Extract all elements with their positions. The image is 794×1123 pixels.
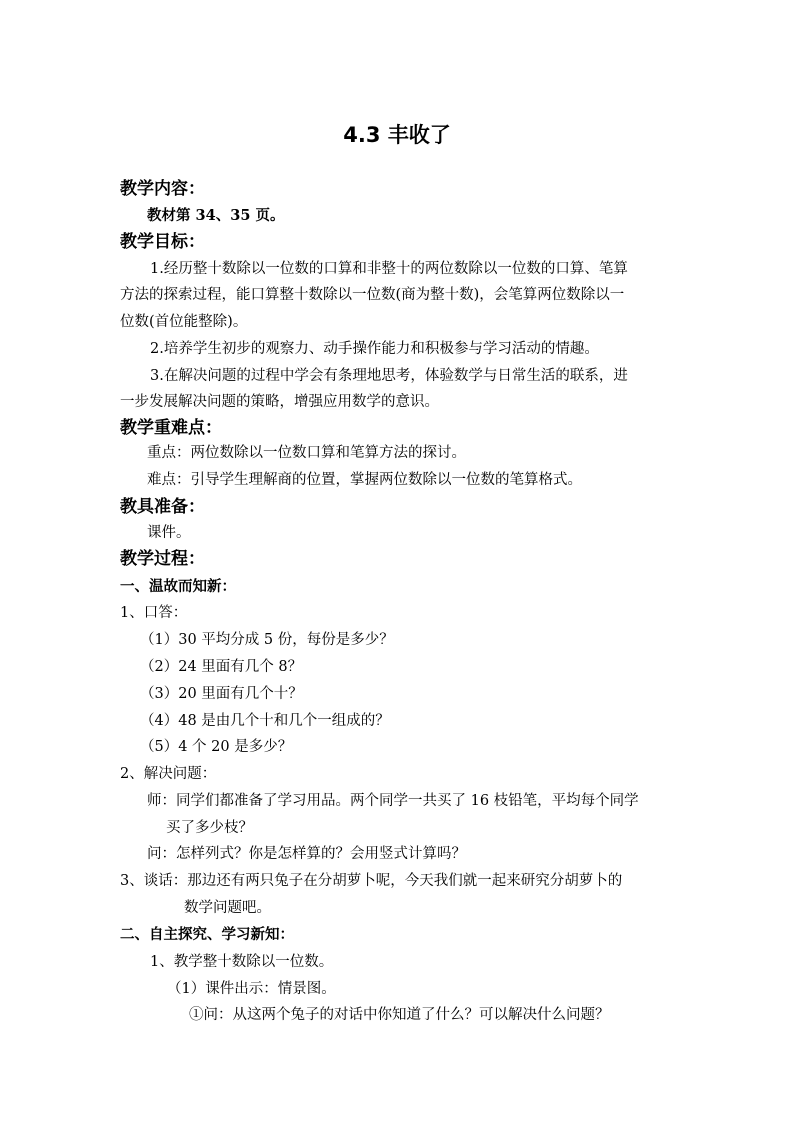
courseware-line: （1）课件出示：情景图。 (167, 981, 336, 997)
oral-label: 1、口答： (120, 605, 188, 621)
question-3: （3）20 里面有几个十？ (140, 686, 303, 702)
difficulty: 难点：引导学生理解商的位置，掌握两位数除以一位数的笔算格式。 (147, 472, 582, 488)
goal-3-line-2: 一步发展解决问题的策略，增强应用数学的意识。 (120, 394, 439, 410)
goal-1-line-1: 1.经历整十数除以一位数的口算和非整十的两位数除以一位数的口算、笔算 (150, 261, 628, 277)
tools-heading: 教具准备： (120, 497, 205, 517)
teacher-line-2: 买了多少枝？ (166, 820, 253, 836)
solve-label: 2、解决问题： (120, 766, 217, 782)
goal-1-line-2: 方法的探索过程，能口算整十数除以一位数(商为整十数)，会笔算两位数除以一 (120, 287, 625, 303)
ask-line: 问：怎样列式？你是怎样算的？会用竖式计算吗？ (147, 846, 466, 862)
page-title: 4.3 丰收了 (343, 123, 451, 147)
content-text: 教材第 34、35 页。 (147, 207, 285, 224)
talk-line-1: 3、谈话：那边还有两只兔子在分胡萝卜呢，今天我们就一起来研究分胡萝卜的 (120, 873, 623, 889)
goals-heading: 教学目标： (120, 232, 205, 252)
keypoint: 重点：两位数除以一位数口算和笔算方法的探讨。 (147, 445, 466, 461)
goal-1-line-3: 位数(首位能整除)。 (120, 314, 248, 330)
question-line: ①问：从这两个兔子的对话中你知道了什么？可以解决什么问题？ (189, 1007, 610, 1023)
section-2-heading: 二、自主探究、学习新知： (120, 926, 294, 943)
content-heading: 教学内容： (120, 179, 205, 199)
question-4: （4）48 是由几个十和几个一组成的？ (140, 713, 390, 729)
section-1-heading: 一、温故而知新： (120, 578, 236, 595)
keypoints-heading: 教学重难点： (120, 418, 222, 438)
talk-line-2: 数学问题吧。 (184, 900, 271, 916)
goal-2: 2.培养学生初步的观察力、动手操作能力和积极参与学习活动的情趣。 (150, 341, 599, 357)
question-1: （1）30 平均分成 5 份，每份是多少？ (140, 632, 394, 648)
question-5: （5）4 个 20 是多少？ (140, 739, 293, 755)
tools-text: 课件。 (147, 525, 191, 541)
goal-3-line-1: 3.在解决问题的过程中学会有条理地思考，体验数学与日常生活的联系，进 (150, 368, 628, 384)
teacher-line-1: 师：同学们都准备了学习用品。两个同学一共买了 16 枝铅笔，平均每个同学 (147, 793, 639, 809)
process-heading: 教学过程： (120, 549, 205, 569)
teach-item-1: 1、教学整十数除以一位数。 (150, 954, 334, 970)
question-2: （2）24 里面有几个 8？ (140, 659, 303, 675)
